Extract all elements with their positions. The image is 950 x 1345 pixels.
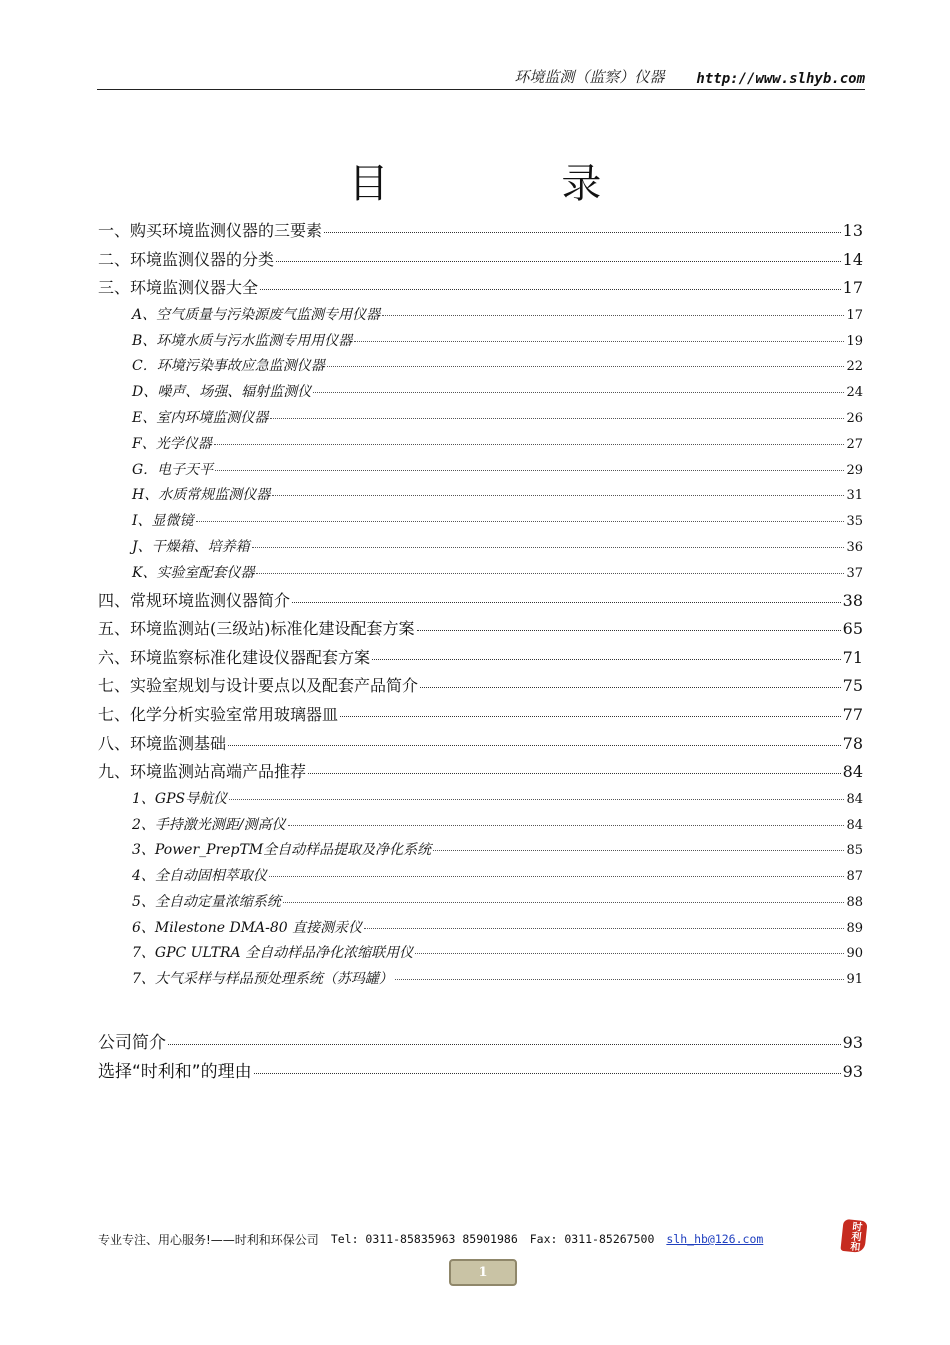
toc-entry-page: 88: [846, 894, 863, 910]
toc-entry-label: K、实验室配套仪器: [132, 564, 255, 581]
dot-leader: [292, 602, 841, 603]
dot-leader: [433, 850, 844, 851]
toc-entry[interactable]: [98, 645, 863, 674]
toc-entry[interactable]: [98, 616, 863, 645]
toc-entry-page: 89: [846, 920, 863, 936]
company-logo-text: 时利和: [847, 1220, 862, 1252]
toc-subentry[interactable]: [98, 917, 863, 943]
toc-entry-label: A、空气质量与污染源废气监测专用仪器: [132, 306, 381, 323]
dot-leader: [215, 470, 844, 471]
dot-leader: [288, 825, 845, 826]
dot-leader: [283, 902, 845, 903]
toc-entry[interactable]: [98, 218, 863, 247]
dot-leader: [256, 573, 844, 574]
toc-spacer: [98, 994, 863, 1028]
toc-subentry[interactable]: [98, 536, 863, 562]
dot-leader: [228, 745, 841, 746]
toc-entry-page: 19: [846, 333, 863, 349]
toc-entry-label: 七、实验室规划与设计要点以及配套产品简介: [98, 676, 419, 696]
dot-leader: [260, 289, 841, 290]
dot-leader: [229, 799, 844, 800]
page-number: 1: [449, 1259, 517, 1286]
toc-entry-label: 7、大气采样与样品预处理系统（苏玛罐）: [132, 971, 393, 988]
toc-entry-label: 六、环境监察标准化建设仪器配套方案: [98, 647, 371, 667]
dot-leader: [168, 1044, 841, 1045]
toc-entry-page: 91: [846, 972, 863, 988]
toc-subentry[interactable]: [98, 562, 863, 588]
toc-entry-label: 九、环境监测站高端产品推荐: [98, 762, 307, 782]
toc-subentry[interactable]: [98, 510, 863, 536]
dot-leader: [269, 876, 845, 877]
toc-entry-label: D、噪声、场强、辐射监测仪: [132, 384, 312, 401]
toc-entry-label: I、显微镜: [132, 513, 194, 530]
header-url[interactable]: http://www.slhyb.com: [696, 71, 865, 87]
toc-entry-label: 七、化学分析实验室常用玻璃器皿: [98, 704, 339, 724]
toc-entry-label: 公司简介: [98, 1033, 166, 1054]
toc-entry-page: 24: [846, 385, 863, 401]
toc-entry-label: 四、常规环境监测仪器简介: [98, 590, 291, 610]
toc-subentry[interactable]: [98, 814, 863, 840]
company-logo: [840, 1219, 867, 1253]
toc-entry-page: 37: [846, 565, 863, 581]
toc-entry[interactable]: [98, 275, 863, 304]
toc-entry-label: 二、环境监测仪器的分类: [98, 249, 275, 269]
toc-subentry[interactable]: [98, 942, 863, 968]
toc-entry-label: 6、Milestone DMA-80 直接测汞仪: [132, 919, 363, 936]
toc-entry-label: J、干燥箱、培养箱: [132, 538, 250, 555]
table-of-contents: [98, 218, 863, 1085]
toc-entry-page: 35: [846, 514, 863, 530]
toc-subentry[interactable]: [98, 839, 863, 865]
dot-leader: [372, 659, 841, 660]
dot-leader: [395, 979, 845, 980]
toc-entry-page: 93: [842, 1061, 863, 1081]
toc-entry-label: 2、手持激光测距/测高仪: [132, 816, 286, 833]
page-title: 目 录: [348, 161, 682, 207]
page-footer: [98, 1228, 868, 1250]
dot-leader: [272, 495, 844, 496]
toc-subentry[interactable]: [98, 865, 863, 891]
dot-leader: [252, 547, 845, 548]
dot-leader: [270, 418, 844, 419]
toc-entry-label: H、水质常规监测仪器: [132, 487, 271, 504]
toc-subentry[interactable]: [98, 788, 863, 814]
footer-fax: Fax: 0311-85267500: [529, 1232, 655, 1246]
toc-entry-page: 85: [846, 843, 863, 859]
toc-entry-page: 26: [846, 410, 863, 426]
toc-entry-page: 36: [846, 539, 863, 555]
dot-leader: [214, 444, 845, 445]
toc-entry-label: 3、Power_PrepTM全自动样品提取及净化系统: [132, 842, 432, 859]
dot-leader: [340, 716, 841, 717]
toc-subentry[interactable]: [98, 381, 863, 407]
toc-subentry[interactable]: [98, 355, 863, 381]
toc-entry[interactable]: [98, 702, 863, 731]
toc-entry-label: G．电子天平: [132, 461, 214, 478]
page-header: [97, 66, 865, 90]
dot-leader: [308, 773, 841, 774]
footer-slogan: 专业专注、用心服务!——时利和环保公司: [98, 1232, 319, 1247]
toc-entry-label: 1、GPS导航仪: [132, 790, 228, 807]
toc-entry-page: 13: [842, 221, 863, 240]
footer-email-link[interactable]: slh_hb@126.com: [666, 1232, 764, 1246]
toc-entry[interactable]: [98, 759, 863, 788]
toc-entry-page: 90: [846, 946, 863, 962]
toc-company-entry[interactable]: [98, 1057, 863, 1086]
toc-subentry[interactable]: [98, 968, 863, 994]
toc-entry[interactable]: [98, 731, 863, 760]
dot-leader: [313, 392, 844, 393]
toc-entry-page: 71: [842, 647, 863, 667]
toc-subentry[interactable]: [98, 459, 863, 485]
toc-entry-page: 65: [842, 619, 863, 639]
dot-leader: [327, 366, 845, 367]
toc-entry-label: 八、环境监测基础: [98, 733, 227, 753]
dot-leader: [420, 687, 841, 688]
toc-subentry[interactable]: [98, 330, 863, 356]
toc-entry-page: 75: [842, 676, 863, 696]
dot-leader: [254, 1073, 841, 1074]
toc-entry-label: F、光学仪器: [132, 435, 212, 452]
toc-entry[interactable]: [98, 673, 863, 702]
toc-entry-page: 87: [846, 869, 863, 885]
dot-leader: [354, 341, 844, 342]
toc-entry-label: 7、GPC ULTRA 全自动样品净化浓缩联用仪: [132, 945, 414, 962]
toc-entry-label: 选择“时利和”的理由: [98, 1061, 252, 1082]
dot-leader: [364, 928, 844, 929]
toc-entry-label: 5、全自动定量浓缩系统: [132, 893, 281, 910]
toc-entry-label: 一、购买环境监测仪器的三要素: [98, 221, 323, 240]
dot-leader: [415, 953, 844, 954]
dot-leader: [382, 315, 844, 316]
toc-entry-page: 14: [842, 249, 863, 269]
footer-tel: Tel: 0311-85835963 85901986: [330, 1232, 518, 1246]
toc-subentry[interactable]: [98, 433, 863, 459]
toc-entry-label: 三、环境监测仪器大全: [98, 278, 259, 298]
dot-leader: [196, 521, 845, 522]
toc-entry-page: 93: [842, 1033, 863, 1053]
toc-entry-page: 84: [842, 762, 863, 782]
dot-leader: [276, 261, 841, 262]
toc-subentry[interactable]: [98, 407, 863, 433]
toc-subentry[interactable]: [98, 304, 863, 330]
toc-entry-label: C．环境污染事故应急监测仪器: [132, 358, 325, 375]
toc-entry-label: B、环境水质与污水监测专用用仪器: [132, 332, 353, 349]
toc-company-entry[interactable]: [98, 1028, 863, 1057]
toc-entry-page: 84: [846, 817, 863, 833]
dot-leader: [324, 232, 841, 233]
toc-entry-page: 38: [842, 590, 863, 610]
toc-entry-page: 29: [846, 462, 863, 478]
toc-subentry[interactable]: [98, 891, 863, 917]
toc-entry-page: 17: [842, 278, 863, 298]
toc-entry-page: 17: [846, 307, 863, 323]
toc-entry-page: 84: [846, 791, 863, 807]
toc-subentry[interactable]: [98, 484, 863, 510]
toc-entry-page: 27: [846, 436, 863, 452]
toc-entry[interactable]: [98, 247, 863, 276]
toc-entry-label: 4、全自动固相萃取仪: [132, 868, 267, 885]
toc-entry-label: E、室内环境监测仪器: [132, 409, 269, 426]
toc-entry-page: 22: [846, 359, 863, 375]
toc-entry-page: 77: [842, 704, 863, 724]
toc-entry[interactable]: [98, 588, 863, 617]
toc-entry-page: 31: [846, 488, 863, 504]
toc-entry-page: 78: [842, 733, 863, 753]
dot-leader: [417, 630, 841, 631]
header-title: 环境监测（监察）仪器: [514, 68, 665, 86]
toc-entry-label: 五、环境监测站(三级站)标准化建设配套方案: [98, 619, 415, 639]
